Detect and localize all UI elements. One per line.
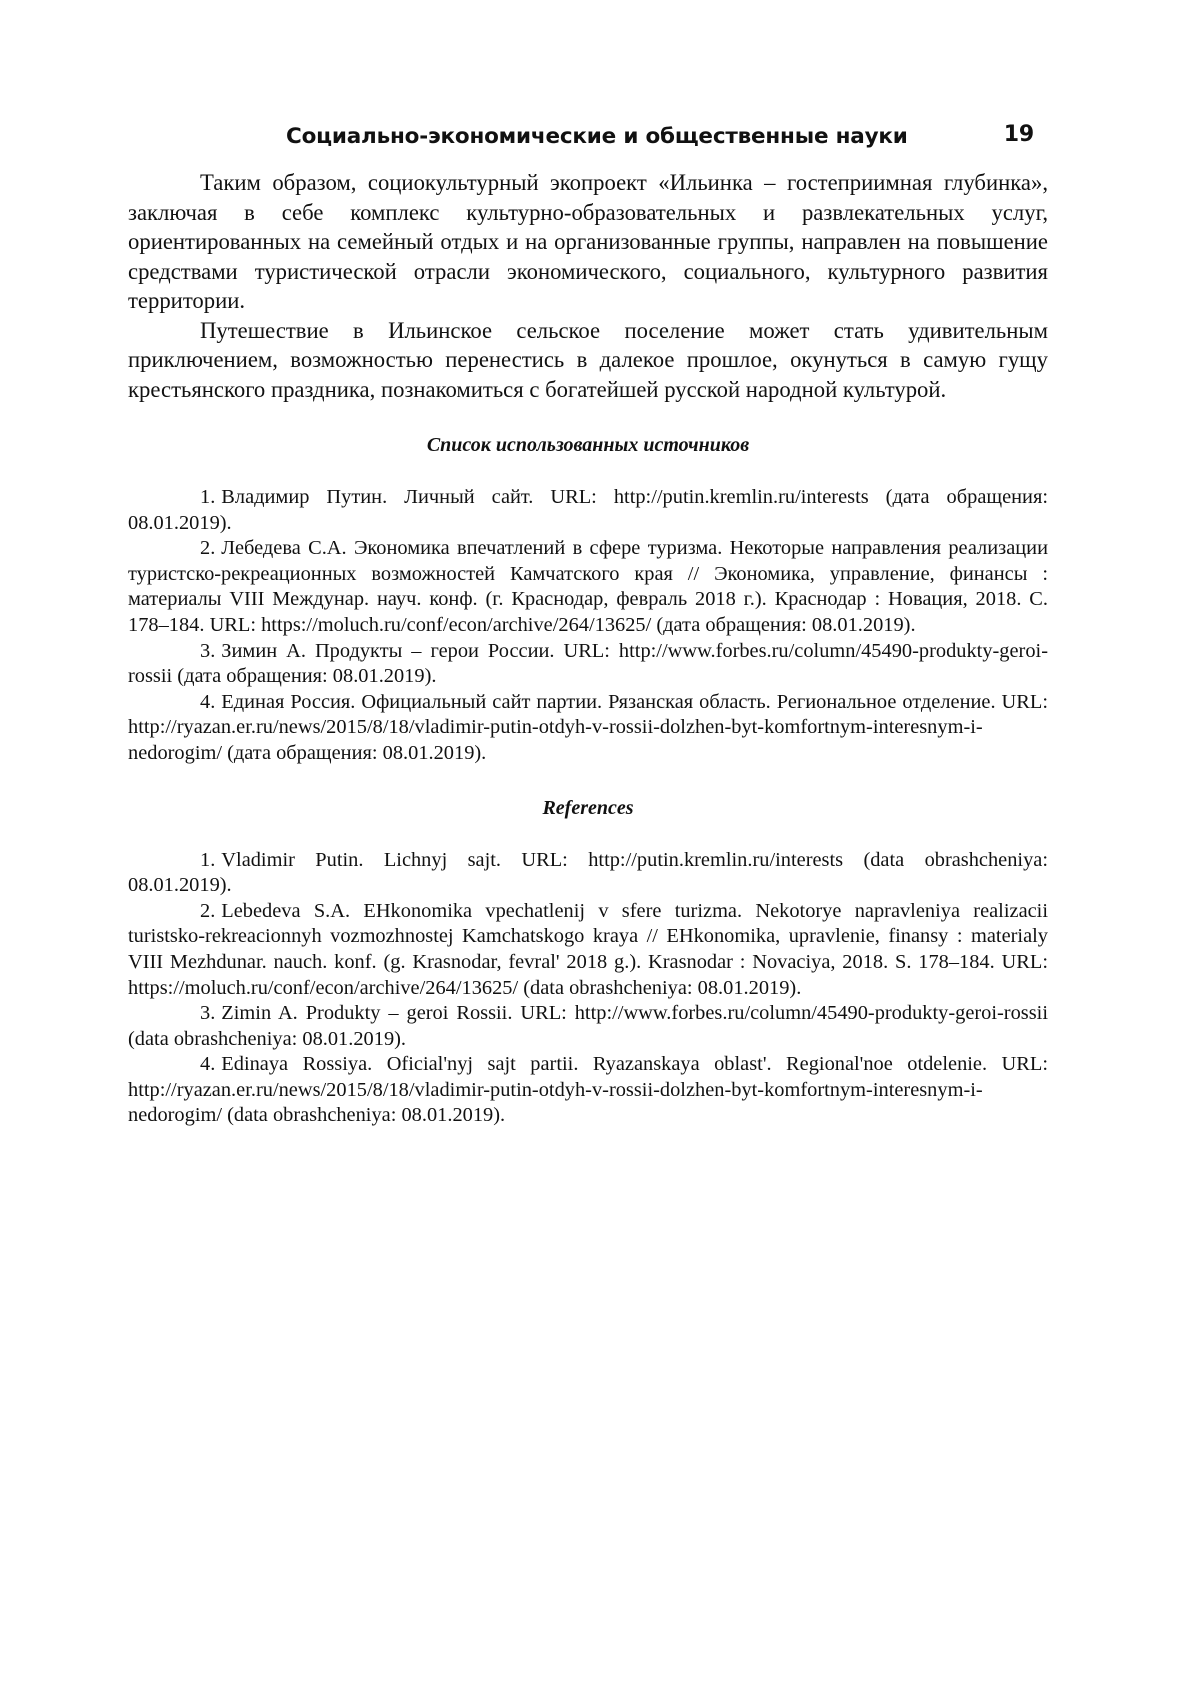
reference-text: Lebedeva S.A. EHkonomika vpechatlenij v sfere turizma. Nekotorye napravleniya realizacii turistsko-rekreacionnyh vozmozhnostej Kamchatskogo kraya // EHkonomika, upravlenie, finansy : materialy VIII Mezhdunar. nauch. konf. (g. Krasnodar, fevral' 2018 g.). Krasnodar : Novaciya, 2018. S. 178–184. URL: https://moluch.ru/conf/econ/archive/264/13625/ (data obrashcheniya: 08.01.2019).: [128, 899, 1048, 999]
body-paragraph: Путешествие в Ильинское сельское поселение может стать удивительным приключением, возможностью перенестись в далекое прошлое, окунуться в самую гущу крестьянского праздника, познакомиться с богатейшей русской народной культурой.: [128, 317, 1048, 402]
body-text: [128, 168, 1048, 404]
sources-heading: Список использованных источников: [426, 434, 750, 456]
source-text: Лебедева С.А. Экономика впечатлений в сфере туризма. Некоторые направления реализации туристско-рекреационных возможностей Камчатского края // Экономика, управление, финансы : материалы VIII Междунар. науч. конф. (г. Краснодар, февраль 2018 г.). Краснодар : Новация, 2018. С. 178–184. URL: https://moluch.ru/conf/econ/archive/264/13625/ (дата обращения: 08.01.2019).: [128, 537, 1048, 636]
reference-text: Zimin A. Produkty – geroi Rossii. URL: http://www.forbes.ru/column/45490-produkty-geroi-rossii (data obrashcheniya: 08.01.2019).: [128, 1002, 1048, 1050]
reference-text: Edinaya Rossiya. Oficial'nyj sajt partii. Ryazanskaya oblast'. Regional'noe otdelenie. URL: http://ryazan.er.ru/news/2015/8/18/vladimir-putin-otdyh-v-rossii-dolzhen-byt-komfortnym-interesnym-i-nedorogim/ (data obrashcheniya: 08.01.2019).: [128, 1053, 1048, 1127]
source-item: [128, 485, 1048, 536]
source-number: 3.: [200, 639, 216, 662]
source-number: 1.: [200, 486, 216, 508]
source-text: Зимин А. Продукты – герои России. URL: http://www.forbes.ru/column/45490-produkty-geroi-rossii (дата обращения: 08.01.2019).: [128, 639, 1048, 688]
sources-list: [128, 485, 1048, 767]
source-number: 2.: [200, 537, 216, 560]
source-number: 4.: [200, 690, 216, 713]
source-item: [128, 536, 1048, 638]
reference-number: 4.: [200, 1053, 216, 1076]
section-title: Социально-экономические и общественные науки: [286, 124, 908, 149]
reference-number: 1.: [200, 848, 216, 871]
references-list: [128, 848, 1048, 1130]
running-header: [128, 118, 1048, 158]
reference-item: [128, 848, 1048, 899]
source-text: Владимир Путин. Личный сайт. URL: http://putin.kremlin.ru/interests (дата обращения: 08.01.2019).: [128, 486, 1048, 534]
reference-item: [128, 1001, 1048, 1052]
references-heading: References: [542, 796, 634, 819]
reference-text: Vladimir Putin. Lichnyj sajt. URL: http://putin.kremlin.ru/interests (data obrashcheniya: 08.01.2019).: [128, 848, 1048, 897]
page-number: 19: [1003, 122, 1034, 147]
reference-item: [128, 1052, 1048, 1129]
reference-number: 3.: [200, 1002, 216, 1025]
body-paragraph: Таким образом, социокультурный экопроект «Ильинка – гостеприимная глубинка», заключая в себе комплекс культурно-образовательных и развлекательных услуг, ориентированных на семейный отдых и на организованные группы, направлен на повышение средствами туристической отрасли экономического, социального, культурного развития территории.: [128, 170, 1048, 313]
source-item: [128, 639, 1048, 690]
source-item: [128, 690, 1048, 767]
reference-number: 2.: [200, 899, 216, 922]
document-page: [128, 118, 1048, 1129]
reference-item: [128, 899, 1048, 1001]
source-text: Единая Россия. Официальный сайт партии. Рязанская область. Региональное отделение. URL: http://ryazan.er.ru/news/2015/8/18/vladimir-putin-otdyh-v-rossii-dolzhen-byt-komfortnym-interesnym-i-nedorogim/ (дата обращения: 08.01.2019).: [128, 690, 1048, 764]
